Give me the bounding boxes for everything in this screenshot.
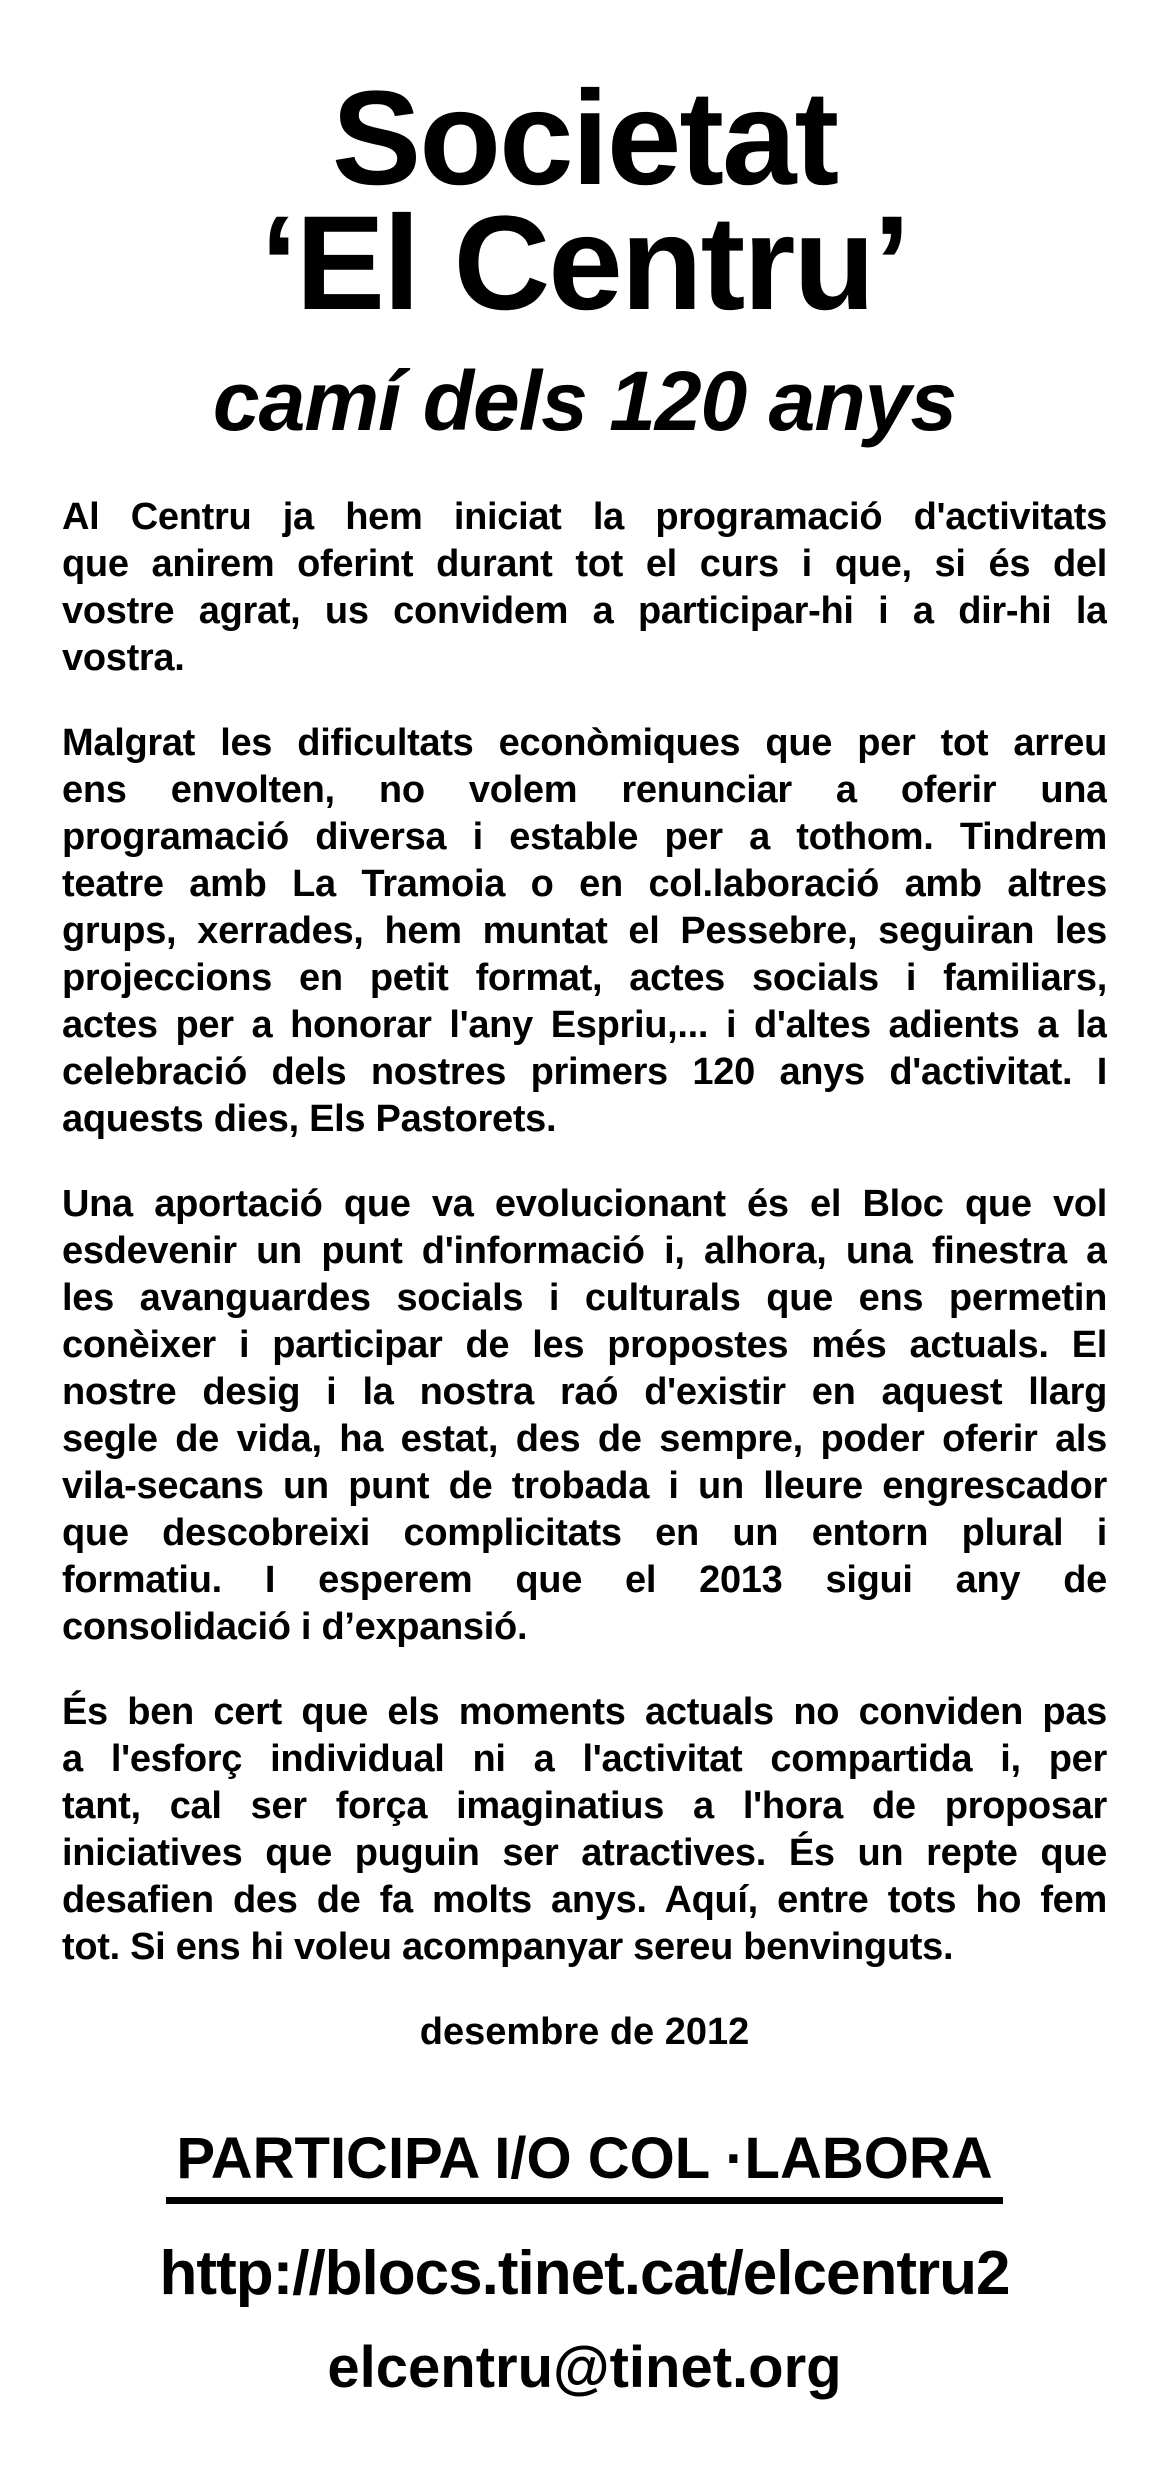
paragraph-line: segle de vida, ha estat, des de sempre, poder oferir als <box>62 1418 1107 1460</box>
paragraph-line: desafien des de fa molts anys. Aquí, entre tots ho fem <box>62 1879 1107 1921</box>
date-line: desembre de 2012 <box>419 2011 750 2053</box>
paragraph-line: tot. Si ens hi voleu acompanyar sereu benvinguts. <box>62 1926 954 1968</box>
paragraph-line: esdevenir un punt d'informació i, alhora, una finestra a <box>62 1230 1107 1272</box>
page-title <box>62 64 1107 338</box>
paragraph-line: teatre amb La Tramoia o en col.laboració amb altres <box>62 863 1107 905</box>
paragraph-line: aquests dies, Els Pastorets. <box>62 1098 557 1140</box>
paragraph-line: tant, cal ser força imaginatius a l'hora de proposar <box>62 1785 1107 1827</box>
paragraph-line: formatiu. I esperem que el 2013 sigui any de <box>62 1559 1107 1601</box>
paragraph-line: consolidació i d’expansió. <box>62 1606 528 1648</box>
paragraph <box>62 494 1107 682</box>
paragraph <box>62 1181 1107 1651</box>
blog-url: http://blocs.tinet.cat/elcentru2 <box>159 2239 1010 2308</box>
paragraph-line: iniciatives que puguin ser atractives. És un repte que <box>62 1832 1107 1874</box>
page-subtitle: camí dels 120 anys <box>212 354 957 448</box>
paragraph-line: a l'esforç individual ni a l'activitat compartida i, per <box>62 1738 1107 1780</box>
paragraph-line: Una aportació que va evolucionant és el Bloc que vol <box>62 1183 1107 1225</box>
paragraph-line: programació diversa i estable per a tothom. Tindrem <box>62 816 1107 858</box>
paragraph-line: vostra. <box>62 637 185 679</box>
paragraph-line: que descobreixi complicitats en un entorn plural i <box>62 1512 1107 1554</box>
paragraph-line: Malgrat les dificultats econòmiques que per tot arreu <box>62 722 1107 764</box>
paragraph-line: conèixer i participar de les propostes més actuals. El <box>62 1324 1107 1366</box>
paragraph-line: que anirem oferint durant tot el curs i que, si és del <box>62 543 1107 585</box>
email-address: elcentru@tinet.org <box>327 2335 842 2400</box>
paragraph <box>62 1689 1107 1971</box>
paragraph-line: actes per a honorar l'any Espriu,... i d'altes adients a la <box>62 1004 1107 1046</box>
paragraph-line: grups, xerrades, hem muntat el Pessebre, seguiran les <box>62 910 1107 952</box>
paragraph-line: vostre agrat, us convidem a participar-hi i a dir-hi la <box>62 590 1107 632</box>
paragraph <box>62 720 1107 1143</box>
paragraph-line: celebració dels nostres primers 120 anys d'activitat. I <box>62 1051 1107 1093</box>
cta-banner: PARTICIPA I/O COL ·LABORA <box>166 2128 1002 2204</box>
body-paragraphs <box>62 494 1107 1971</box>
paragraph-line: projeccions en petit format, actes socials i familiars, <box>62 957 1107 999</box>
paragraph-line: És ben cert que els moments actuals no conviden pas <box>62 1691 1107 1733</box>
flyer-content <box>0 64 1169 2400</box>
page-title-line1: Societat <box>331 64 838 213</box>
paragraph-line: nostre desig i la nostra raó d'existir en aquest llarg <box>62 1371 1107 1413</box>
page-title-line2: ‘El Centru’ <box>260 189 909 338</box>
paragraph-line: ens envolten, no volem renunciar a oferir una <box>62 769 1107 811</box>
paragraph-line: les avanguardes socials i culturals que ens permetin <box>62 1277 1107 1319</box>
paragraph-line: Al Centru ja hem iniciat la programació d'activitats <box>62 496 1107 538</box>
cta-banner-wrap <box>62 2128 1107 2204</box>
paragraph-line: vila-secans un punt de trobada i un lleure engrescador <box>62 1465 1107 1507</box>
